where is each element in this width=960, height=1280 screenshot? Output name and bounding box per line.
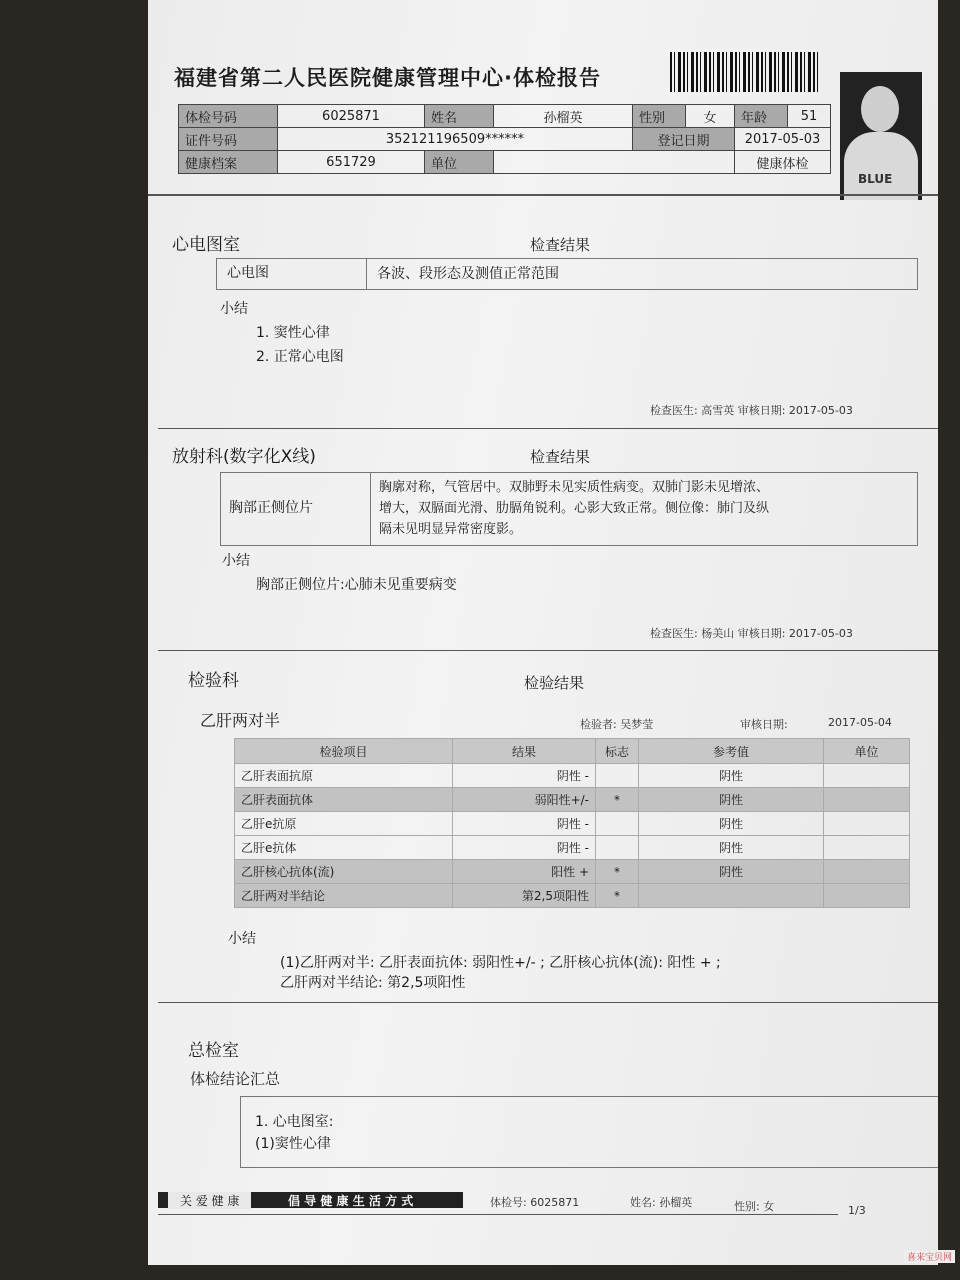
lab-unit <box>824 884 910 908</box>
lab-title: 检验科 <box>188 671 239 691</box>
ecg-summary-2: 2. 正常心电图 <box>256 349 344 365</box>
watermark: 喜来宝贝网 <box>904 1250 955 1263</box>
col-ref: 参考值 <box>639 739 824 764</box>
table-header-row <box>235 739 910 764</box>
file-number: 651729 <box>278 151 425 174</box>
table-row <box>235 788 910 812</box>
lab-flag: * <box>596 884 639 908</box>
ecg-summary-1: 1. 窦性心律 <box>256 325 330 341</box>
lab-summary-label: 小结 <box>228 931 256 947</box>
xray-item: 胸部正侧位片 <box>221 473 371 545</box>
lab-flag <box>596 812 639 836</box>
name-label: 姓名 <box>425 105 494 128</box>
lab-flag: * <box>596 860 639 884</box>
lab-item: 乙肝两对半结论 <box>235 884 453 908</box>
lab-result: 弱阳性+/- <box>453 788 596 812</box>
col-item: 检验项目 <box>235 739 453 764</box>
lab-item: 乙肝表面抗体 <box>235 788 453 812</box>
lab-result: 第2,5项阳性 <box>453 884 596 908</box>
general-line-2: (1)窦性心律 <box>255 1136 331 1152</box>
ecg-item: 心电图 <box>217 259 367 289</box>
footer-slogan-1: 关 爱 健 康 <box>168 1192 251 1209</box>
table-row <box>235 884 910 908</box>
report-page <box>148 0 938 1265</box>
table-row <box>235 764 910 788</box>
general-box <box>240 1096 938 1168</box>
lab-ref: 阴性 <box>639 764 824 788</box>
xray-result-3: 隔未见明显异常密度影。 <box>379 522 523 537</box>
barcode-icon <box>670 52 818 92</box>
footer-page: 1/3 <box>848 1204 866 1217</box>
footer-slogan-2: 倡 导 健 康 生 活 方 式 <box>288 1194 414 1208</box>
lab-result: 阳性 + <box>453 860 596 884</box>
ecg-sign: 检查医生: 高雪英 审核日期: 2017-05-03 <box>650 404 853 417</box>
report-title: 福建省第二人民医院健康管理中心·体检报告 <box>174 66 601 90</box>
divider <box>148 194 938 196</box>
ecg-result-header: 检查结果 <box>530 236 591 254</box>
divider <box>158 428 938 429</box>
divider <box>158 1214 838 1215</box>
lab-ref <box>639 884 824 908</box>
lab-review-label: 审核日期: <box>740 718 788 731</box>
general-line-1: 1. 心电图室: <box>255 1114 334 1130</box>
unit-label: 单位 <box>425 151 494 174</box>
footer-sex: 性别: 女 <box>734 1200 775 1213</box>
patient-name: 孙榴英 <box>494 105 633 128</box>
divider <box>158 650 938 651</box>
lab-unit <box>824 836 910 860</box>
lab-item: 乙肝核心抗体(流) <box>235 860 453 884</box>
ecg-result: 各波、段形态及测值正常范围 <box>377 266 559 282</box>
footer-exam-no: 体检号: 6025871 <box>490 1196 580 1209</box>
ecg-result-box <box>216 258 918 290</box>
lab-flag <box>596 836 639 860</box>
lab-result: 阴性 - <box>453 812 596 836</box>
sex-label: 性别 <box>633 105 686 128</box>
col-result: 结果 <box>453 739 596 764</box>
col-flag: 标志 <box>596 739 639 764</box>
id-number: 352121196509****** <box>278 128 633 151</box>
lab-result: 阴性 - <box>453 764 596 788</box>
lab-panel-name: 乙肝两对半 <box>200 711 281 730</box>
exam-no: 6025871 <box>278 105 425 128</box>
patient-sex: 女 <box>686 105 735 128</box>
lab-summary-1: (1)乙肝两对半: 乙肝表面抗体: 弱阳性+/- ; 乙肝核心抗体(流): 阳性 + ; <box>280 955 721 971</box>
age-label: 年龄 <box>735 105 788 128</box>
photo-shirt-text: BLUE <box>858 172 893 186</box>
xray-summary-label: 小结 <box>222 553 250 569</box>
lab-unit <box>824 860 910 884</box>
divider <box>158 1002 938 1003</box>
xray-result-header: 检查结果 <box>530 448 591 466</box>
lab-item: 乙肝表面抗原 <box>235 764 453 788</box>
lab-ref: 阴性 <box>639 788 824 812</box>
lab-flag: * <box>596 788 639 812</box>
lab-item: 乙肝e抗体 <box>235 836 453 860</box>
patient-info-table <box>178 104 831 174</box>
exam-no-label: 体检号码 <box>179 105 278 128</box>
id-label: 证件号码 <box>179 128 278 151</box>
col-unit: 单位 <box>824 739 910 764</box>
lab-inspector: 检验者: 吴梦莹 <box>580 718 654 731</box>
lab-unit <box>824 788 910 812</box>
table-row <box>235 812 910 836</box>
lab-ref: 阴性 <box>639 812 824 836</box>
general-title: 总检室 <box>188 1041 239 1061</box>
patient-age: 51 <box>788 105 831 128</box>
file-label: 健康档案 <box>179 151 278 174</box>
reg-date: 2017-05-03 <box>735 128 831 151</box>
xray-result-1: 胸廓对称，气管居中。双肺野未见实质性病变。双肺门影未见增浓、 <box>379 480 770 495</box>
lab-unit <box>824 812 910 836</box>
ecg-title: 心电图室 <box>172 235 240 255</box>
xray-result-box <box>220 472 918 546</box>
lab-result-header: 检验结果 <box>524 674 585 692</box>
table-row <box>235 860 910 884</box>
face-icon <box>861 86 899 132</box>
lab-item: 乙肝e抗原 <box>235 812 453 836</box>
general-subtitle: 体检结论汇总 <box>190 1070 281 1088</box>
patient-photo <box>840 72 922 200</box>
ecg-summary-label: 小结 <box>220 301 248 317</box>
lab-flag <box>596 764 639 788</box>
xray-sign: 检查医生: 杨美山 审核日期: 2017-05-03 <box>650 627 853 640</box>
lab-ref: 阴性 <box>639 860 824 884</box>
unit-value <box>494 151 735 174</box>
reg-date-label: 登记日期 <box>633 128 735 151</box>
xray-summary: 胸部正侧位片:心肺未见重要病变 <box>256 577 457 593</box>
xray-result-2: 增大，双膈面光滑、肋膈角锐利。心影大致正常。侧位像：肺门及纵 <box>379 501 770 516</box>
lab-review-date: 2017-05-04 <box>828 716 892 729</box>
xray-title: 放射科(数字化X线) <box>172 447 316 467</box>
lab-results-table <box>234 738 910 908</box>
table-row <box>235 836 910 860</box>
lab-result: 阴性 - <box>453 836 596 860</box>
footer-name: 姓名: 孙榴英 <box>630 1196 693 1209</box>
exam-type: 健康体检 <box>735 151 831 174</box>
lab-summary-2: 乙肝两对半结论: 第2,5项阳性 <box>280 975 466 991</box>
lab-ref: 阴性 <box>639 836 824 860</box>
lab-unit <box>824 764 910 788</box>
